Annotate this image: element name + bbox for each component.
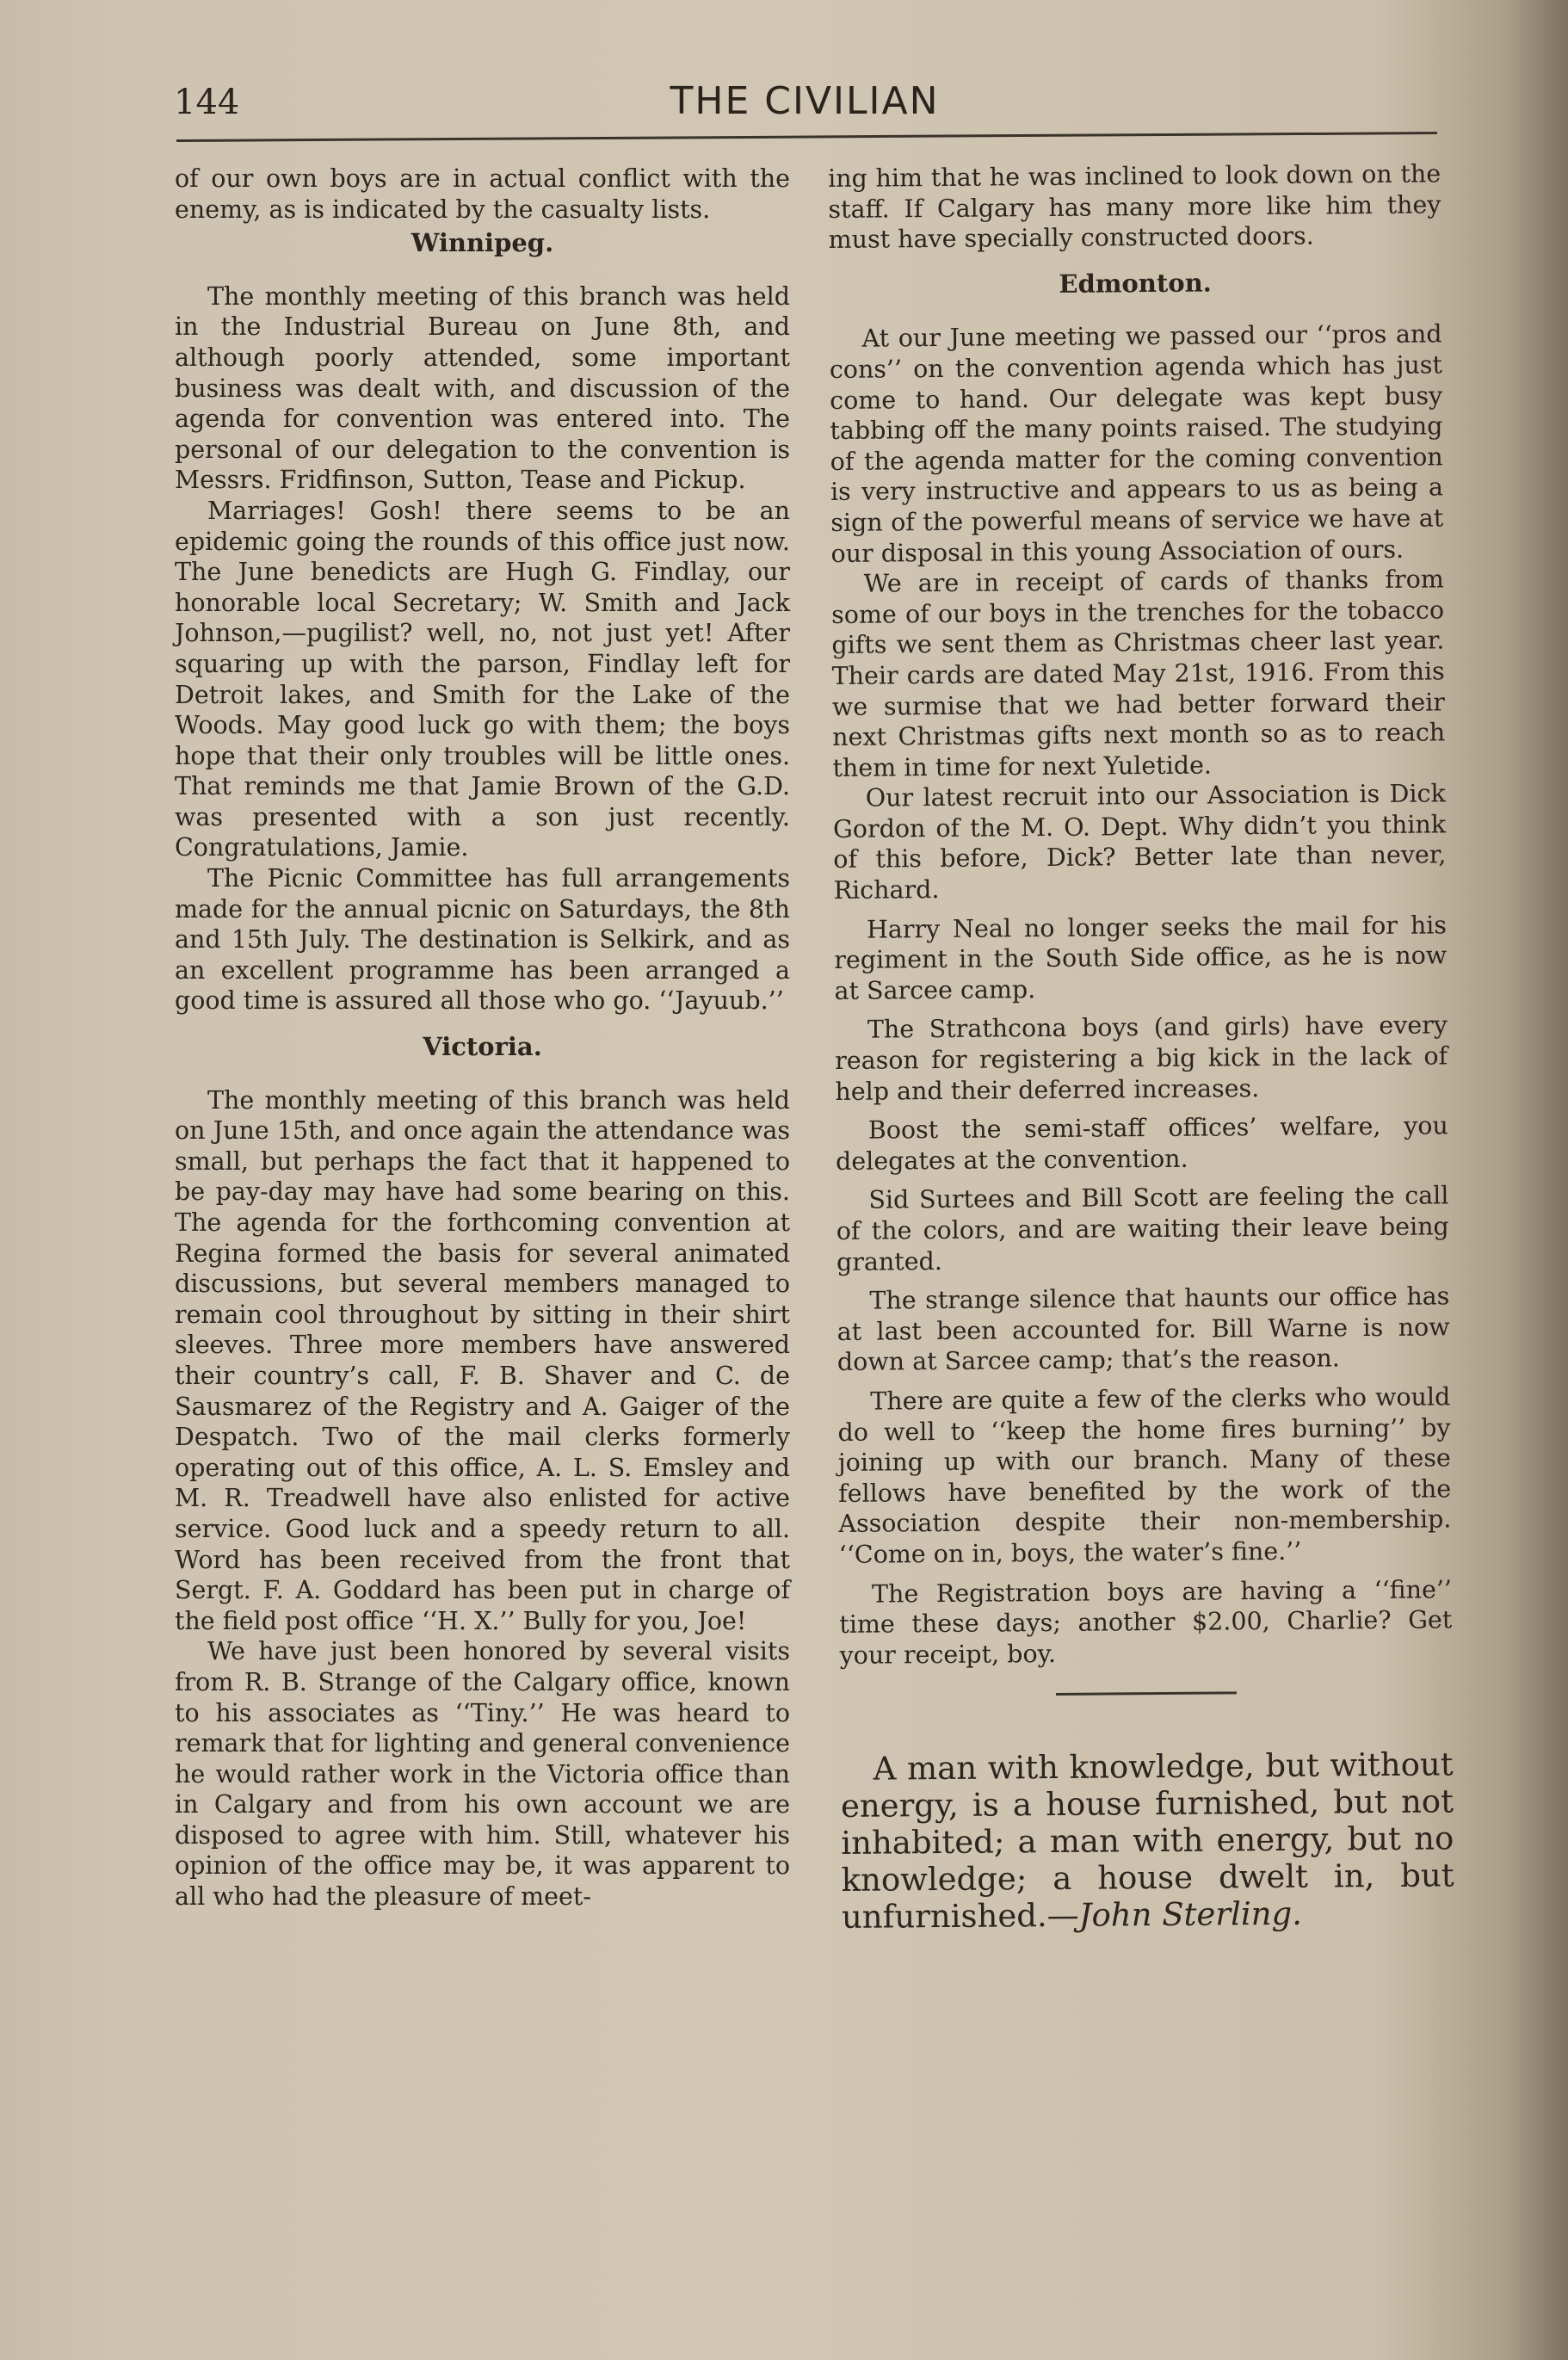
edmonton-paragraph: Sid Surtees and Bill Scott are feeling the call of the colors, and are waiting their leave being granted. <box>836 1181 1449 1276</box>
winnipeg-paragraph: The monthly meeting of this branch was held in the Industrial Bureau on June 8th, and although poorly attended, some important business was dealt with, and discussion of the agenda for convention was entered into. The personal of our delegation to the convention is Messrs. Fridfinson, Sutton, Tease and Pickup. <box>175 281 790 495</box>
closing-quote <box>840 1746 1454 1937</box>
edmonton-paragraph: Harry Neal no longer seeks the mail for his regiment in the South Side office, as he is now at Sarcee camp. <box>834 911 1448 1005</box>
section-divider <box>1056 1692 1237 1696</box>
section-heading-edmonton: Edmonton. <box>1059 268 1212 299</box>
right-column <box>828 158 1454 1936</box>
edmonton-paragraph: Boost the semi-staff offices’ welfare, you delegates at the convention. <box>835 1111 1448 1176</box>
edmonton-paragraph: We are in receipt of cards of thanks from some of our boys in the trenches for the tobacco gifts we sent them as Christmas cheer last year. Their cards are dated May 21st, 1916. From this we surmise that we had better forward their next Christmas gifts next month so as to reach them in time for next Yuletide. <box>830 565 1446 782</box>
journal-title: THE CIVILIAN <box>670 79 940 123</box>
page-number: 144 <box>174 83 240 122</box>
winnipeg-paragraph: Marriages! Gosh! there seems to be an epidemic going the rounds of this office just now. The June benedicts are Hugh G. Findlay, our honorable local Secretary; W. Smith and Jack Johnson,—pugilist? well, no, not just yet! After squaring up with the parson, Findlay left for Detroit lakes, and Smith for the Lake of the Woods. May good luck go with them; the boys hope that their only troubles will be little ones. That reminds me that Jamie Brown of the G.D. was presented with a son just recently. Congratulations, Jamie. <box>175 496 790 862</box>
victoria-paragraph: The monthly meeting of this branch was held on June 15th, and once again the attendance was small, but perhaps the fact that it happened to be pay-day may have had some bearing on this. The agenda for the forthcoming convention at Regina formed the basis for several animated discussions, but several members managed to remain cool throughout by sitting in their shirt sleeves. Three more members have answered their country’s call, F. B. Shaver and C. de Sausmarez of the Registry and A. Gaiger of the Despatch. Two of the mail clerks formerly operating out of this office, A. L. S. Emsley and M. R. Treadwell have also enlisted for active service. Good luck and a speedy return to all. Word has been received from the front that Sergt. F. A. Goddard has been put in charge of the field post office ‘‘H. X.’’ Bully for you, Joe! <box>175 1085 790 1635</box>
edmonton-paragraph: At our June meeting we passed our ‘‘pros and cons’’ on the convention agenda which has just come to hand. Our delegate was kept busy tabbing off the many points raised. The studying of the agenda matter for the coming convention is very instructive and appears to us as being a sign of the powerful means of service we have at our disposal in this young Association of ours. <box>829 319 1444 568</box>
quote-text: A man with knowledge, but without energy, is a house furnished, but not inhabited; a man with energy, but no knowledge; a house dwelt in, but unfurnished.— <box>840 1745 1454 1937</box>
victoria-paragraph: We have just been honored by several visits from R. B. Strange of the Calgary office, known to his associates as ‘‘Tiny.’’ He was heard to remark that for lighting and general convenience he would rather work in the Victoria office than in Calgary and from his own account we are disposed to agree with him. Still, whatever his opinion of the office may be, it was apparent to all who had the pleasure of meet- <box>175 1637 790 1912</box>
quote-author: John Sterling. <box>1078 1895 1303 1935</box>
edmonton-paragraph: There are quite a few of the clerks who would do well to ‘‘keep the home fires burning’’ by joining up with our branch. Many of these fellows have benefited by the work of the Association despite their non-membership. ‘‘Come on in, boys, the water’s fine.’’ <box>837 1382 1452 1569</box>
left-column <box>175 164 790 1912</box>
header-rule <box>176 132 1437 142</box>
page-header <box>172 74 1437 126</box>
continued-paragraph: of our own boys are in actual conflict with the enemy, as is indicated by the casualty lists. <box>175 164 790 224</box>
edmonton-paragraph: The Strathcona boys (and girls) have every reason for registering a big kick in the lack of help and their deferred increases. <box>835 1010 1448 1106</box>
winnipeg-paragraph: The Picnic Committee has full arrangements made for the annual picnic on Saturdays, the 8th and 15th July. The destination is Selkirk, and as an excellent programme has been arranged a good time is assured all those who go. ‘‘Jayuub.’’ <box>175 864 790 1016</box>
section-heading-winnipeg: Winnipeg. <box>411 228 554 258</box>
section-heading-victoria: Victoria. <box>423 1032 542 1062</box>
edmonton-paragraph: The strange silence that haunts our office has at last been accounted for. Bill Warne is now down at Sarcee camp; that’s the reason. <box>836 1282 1450 1377</box>
edmonton-paragraph: Our latest recruit into our Association is Dick Gordon of the M. O. Dept. Why didn’t you think of this before, Dick? Better late than never, Richard. <box>832 779 1447 905</box>
spacer <box>175 1016 790 1025</box>
continued-paragraph: ing him that he was inclined to look down on the staff. If Calgary has many more like him they must have specially constructed doors. <box>828 159 1441 255</box>
edmonton-paragraph: The Registration boys are having a ‘‘fine’’ time these days; another $2.00, Charlie? Get your receipt, boy. <box>839 1574 1453 1670</box>
